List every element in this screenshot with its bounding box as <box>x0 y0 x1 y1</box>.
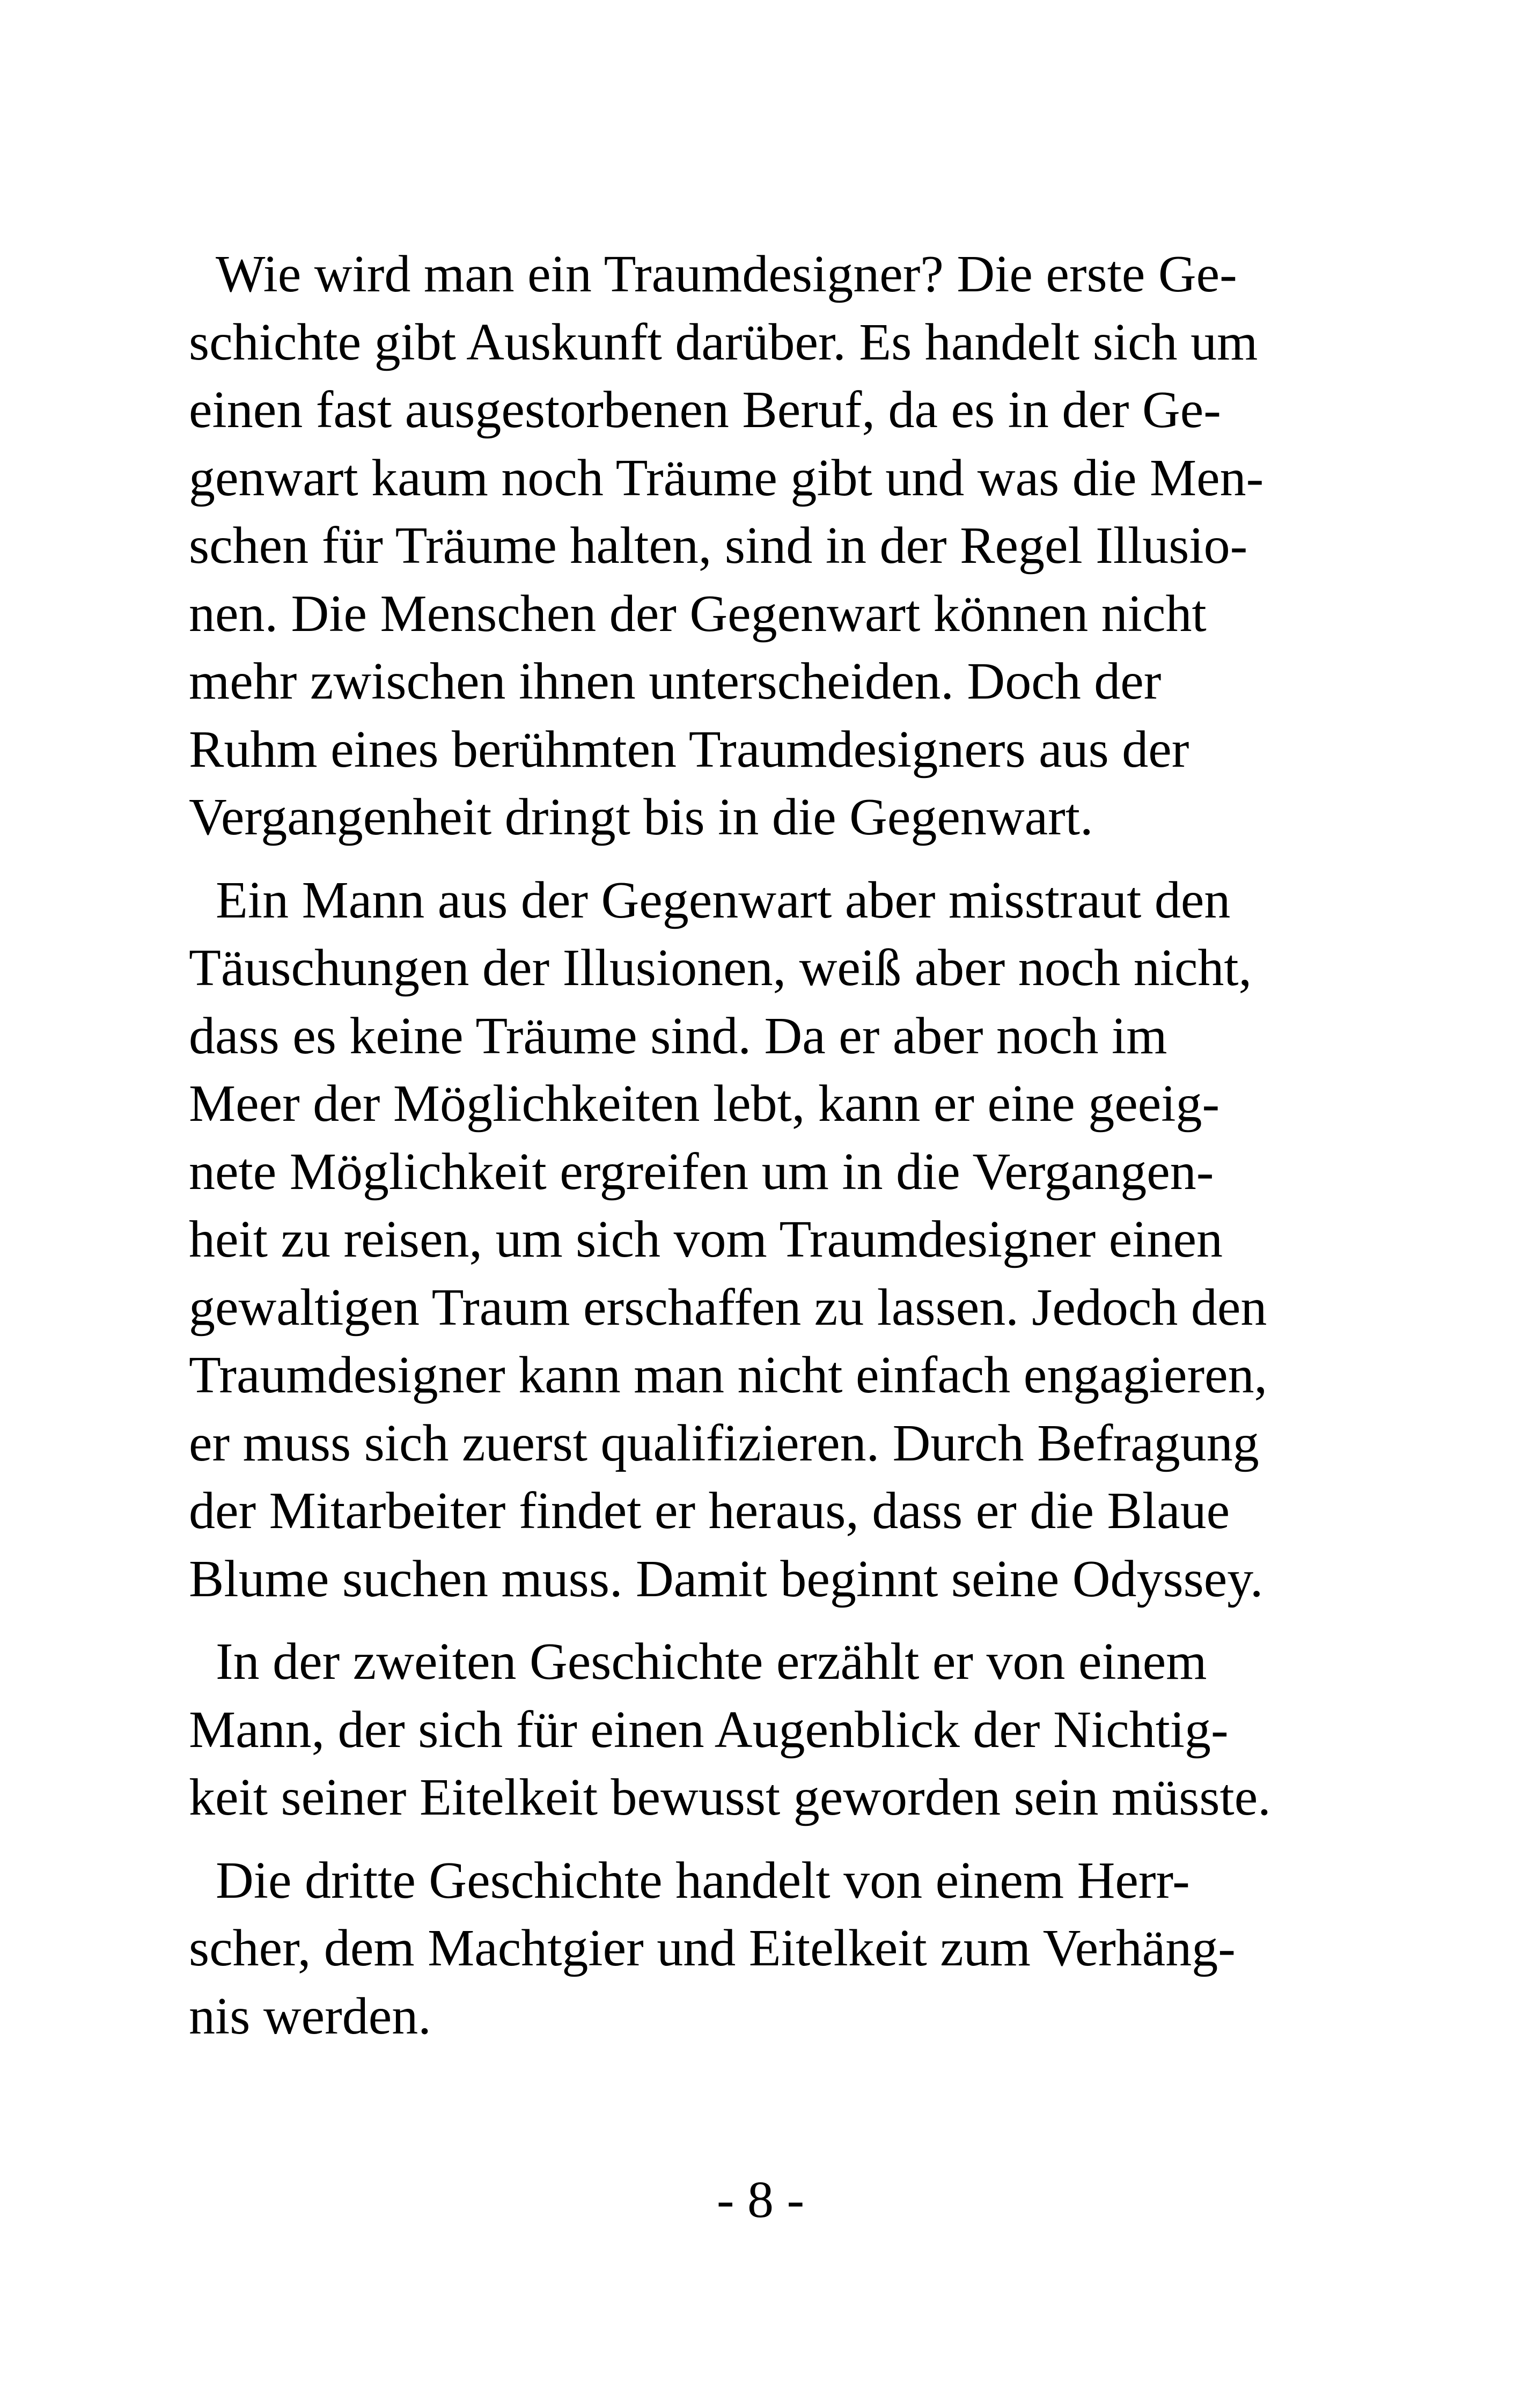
paragraph-2 <box>189 867 1369 1613</box>
text-line: Ruhm eines berühmten Traumdesigners aus der <box>189 720 1189 779</box>
page-number: - 8 - <box>716 2171 805 2229</box>
body-text <box>189 240 1369 2065</box>
text-line: heit zu reisen, um sich vom Traumdesigner einen <box>189 1210 1223 1268</box>
text-line: nete Möglichkeit ergreifen um in die Vergangen- <box>189 1142 1214 1201</box>
text-line: Meer der Möglichkeiten lebt, kann er eine geeig- <box>189 1075 1220 1133</box>
text-line: scher, dem Machtgier und Eitelkeit zum Verhäng- <box>189 1919 1236 1977</box>
paragraph-1 <box>189 240 1369 851</box>
text-line: Ein Mann aus der Gegenwart aber misstraut den <box>216 871 1231 929</box>
text-line: keit seiner Eitelkeit bewusst geworden sein müsste. <box>189 1768 1271 1826</box>
text-line: Blume suchen muss. Damit beginnt seine Odyssey. <box>189 1550 1263 1608</box>
text-line: schichte gibt Auskunft darüber. Es handelt sich um <box>189 313 1258 371</box>
text-line: nen. Die Menschen der Gegenwart können nicht <box>189 584 1207 643</box>
text-line: Mann, der sich für einen Augenblick der Nichtig- <box>189 1700 1229 1759</box>
text-line: dass es keine Träume sind. Da er aber noch im <box>189 1007 1167 1065</box>
paragraph-3 <box>189 1628 1369 1832</box>
text-line: er muss sich zuerst qualifizieren. Durch Befragung <box>189 1414 1259 1472</box>
text-line: einen fast ausgestorbenen Beruf, da es in der Ge- <box>189 381 1221 439</box>
text-line: Vergangenheit dringt bis in die Gegenwart. <box>189 788 1093 846</box>
paragraph-4 <box>189 1847 1369 2051</box>
text-line: Die dritte Geschichte handelt von einem Herr- <box>216 1851 1190 1910</box>
text-line: In der zweiten Geschichte erzählt er von einem <box>216 1633 1207 1691</box>
text-line: Täuschungen der Illusionen, weiß aber noch nicht, <box>189 939 1252 997</box>
text-line: genwart kaum noch Träume gibt und was die Men- <box>189 449 1264 507</box>
text-line: mehr zwischen ihnen unterscheiden. Doch der <box>189 652 1162 710</box>
text-line: der Mitarbeiter findet er heraus, dass er die Blaue <box>189 1482 1230 1540</box>
text-line: schen für Träume halten, sind in der Regel Illusio- <box>189 517 1248 575</box>
text-line: Wie wird man ein Traumdesigner? Die erste Ge- <box>216 245 1237 303</box>
text-line: Traumdesigner kann man nicht einfach engagieren, <box>189 1346 1268 1404</box>
text-line: gewaltigen Traum erschaffen zu lassen. Jedoch den <box>189 1278 1267 1337</box>
text-line: nis werden. <box>189 1987 431 2045</box>
